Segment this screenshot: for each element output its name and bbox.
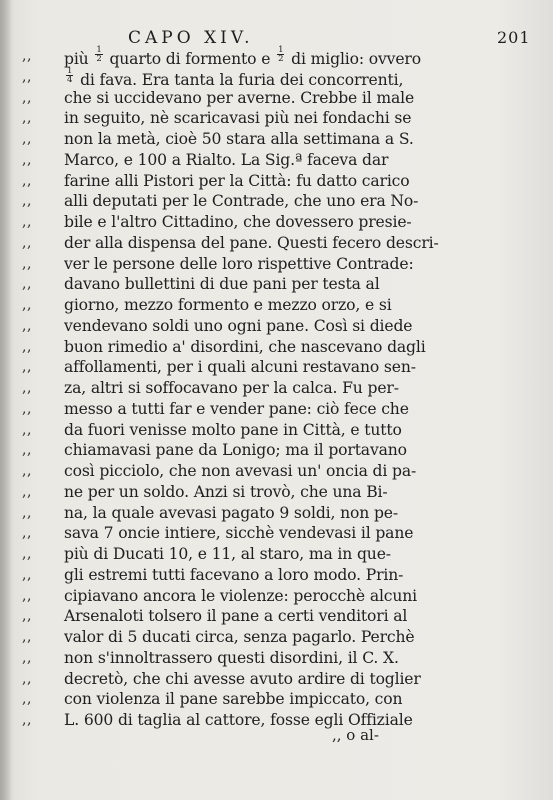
line-segment: der alla dispensa del pane. Questi fecero descri- [64, 233, 439, 252]
line-segment: alli deputati per le Contrade, che uno era No- [64, 192, 419, 211]
quotation-mark: ,, [22, 504, 32, 521]
quotation-mark: ,, [22, 400, 32, 417]
body-text [0, 46, 553, 731]
line-segment: ver le persone delle loro rispettive Contrade: [64, 254, 414, 273]
text-line [0, 648, 553, 669]
line-text [64, 399, 409, 420]
text-line [0, 523, 553, 544]
fraction [66, 67, 73, 84]
quotation-mark: ,, [22, 317, 32, 334]
fraction [95, 46, 102, 63]
fraction [277, 46, 284, 63]
line-segment: decretò, che chi avesse avuto ardire di toglier [64, 669, 421, 688]
text-line [0, 586, 553, 607]
line-text [64, 586, 417, 607]
line-text [64, 88, 414, 109]
text-line [0, 191, 553, 212]
line-text [64, 316, 412, 337]
line-segment: che si uccidevano per averne. Crebbe il male [64, 88, 415, 107]
quotation-mark: ,, [22, 566, 32, 583]
line-segment: così picciolo, che non avevasi un' oncia di pa- [64, 462, 417, 480]
line-text [64, 503, 398, 524]
line-text [64, 254, 414, 275]
line-text [64, 627, 414, 648]
line-text [64, 606, 407, 627]
quotation-mark: ,, [22, 89, 32, 106]
line-text [64, 420, 402, 441]
quotation-mark: ,, [22, 255, 32, 272]
fraction-denominator: 4 [67, 74, 73, 85]
text-line [0, 440, 553, 461]
text-line [0, 606, 553, 627]
line-segment: giorno, mezzo formento e mezzo orzo, e si [64, 296, 392, 314]
line-segment: ne per un soldo. Anzi si trovò, che una Bi- [64, 482, 388, 501]
text-line [0, 461, 553, 482]
line-text [64, 212, 412, 233]
line-segment: affollamenti, per i quali alcuni restavano sen- [64, 358, 416, 377]
line-segment: sava 7 oncie intiere, sicchè vendevasi il pane [64, 524, 414, 543]
quotation-mark: ,, [22, 359, 32, 376]
fraction-numerator: 1 [67, 65, 73, 76]
quotation-mark: ,, [22, 649, 32, 666]
quotation-mark: ,, [22, 68, 32, 85]
quotation-mark: ,, [22, 670, 32, 687]
line-segment: za, altri si soffocavano per la calca. Fu per- [64, 379, 399, 397]
quotation-mark: ,, [22, 297, 32, 313]
line-segment: da fuori venisse molto pane in Città, e tutto [64, 420, 402, 439]
text-line [0, 565, 553, 586]
line-text [64, 191, 418, 212]
line-segment: quarto di formento e [104, 50, 276, 68]
text-line [0, 67, 553, 88]
quotation-mark: ,, [22, 691, 32, 708]
text-line [0, 129, 553, 150]
line-segment: non s'innoltrassero questi disordini, il C. X. [64, 648, 399, 667]
line-segment: vendevano soldi uno ogni pane. Così si diede [64, 316, 413, 335]
fraction-denominator: 2 [278, 54, 284, 64]
line-segment: più di Ducati 10, e 11, al staro, ma in que- [64, 545, 391, 563]
line-segment: con violenza il pane sarebbe impiccato, con [64, 690, 403, 709]
line-segment: L. 600 di taglia al cattore, fosse egli Offiziale [64, 711, 413, 729]
text-line [0, 399, 553, 420]
text-line [0, 316, 553, 337]
line-text [64, 171, 409, 192]
quotation-mark: ,, [22, 629, 32, 645]
text-line [0, 212, 553, 233]
line-text [64, 150, 388, 171]
quotation-mark: ,, [22, 48, 32, 64]
text-line [0, 378, 553, 399]
quotation-mark: ,, [22, 110, 32, 127]
line-segment: buon rimedio a' disordini, che nascevano dagli [64, 337, 426, 356]
text-line [0, 274, 553, 295]
line-text [64, 544, 391, 565]
quotation-mark: ,, [22, 338, 32, 355]
quotation-mark: ,, [22, 463, 32, 479]
text-line [0, 482, 553, 503]
text-line [0, 544, 553, 565]
line-segment: valor di 5 ducati circa, senza pagarlo. Perchè [64, 628, 415, 646]
text-line [0, 669, 553, 690]
quotation-mark: ,, [22, 276, 32, 293]
line-text [64, 129, 414, 150]
line-segment: chiamavasi pane da Lonigo; ma il portavano [64, 441, 407, 460]
line-text [64, 461, 416, 482]
quotation-mark: ,, [22, 234, 32, 251]
line-text [64, 440, 407, 461]
line-text [64, 274, 380, 295]
text-line [0, 420, 553, 441]
quotation-mark: ,, [22, 380, 32, 396]
line-segment: Marco, e 100 a Rialto. La Sig.ª faceva dar [64, 150, 389, 169]
line-text [64, 378, 399, 399]
running-head: CAPO XIV. [128, 28, 254, 48]
text-line [0, 108, 553, 129]
fraction-numerator: 1 [278, 45, 284, 55]
line-segment: Arsenaloti tolsero il pane a certi venditori al [64, 607, 408, 626]
line-text [64, 648, 399, 669]
quotation-mark: ,, [22, 483, 32, 500]
line-text [64, 523, 413, 544]
line-text [64, 357, 416, 378]
line-text [64, 337, 426, 358]
line-segment: di miglio: ovvero [286, 50, 421, 68]
text-line [0, 233, 553, 254]
text-line [0, 627, 553, 648]
quotation-mark: ,, [22, 712, 32, 728]
fraction-denominator: 2 [96, 54, 102, 64]
line-text [64, 233, 439, 254]
page-number: 201 [497, 28, 531, 47]
line-text [64, 108, 411, 129]
quotation-mark: ,, [22, 193, 32, 210]
text-line [0, 357, 553, 378]
line-text [64, 689, 402, 710]
quotation-mark: ,, [22, 442, 32, 459]
line-segment: più [64, 50, 94, 68]
line-segment: non la metà, cioè 50 stara alla settimana a S. [64, 130, 414, 148]
text-line [0, 689, 553, 710]
line-text [64, 565, 403, 586]
text-line [0, 710, 553, 731]
quotation-mark: ,, [22, 525, 32, 542]
text-line [0, 171, 553, 192]
quotation-mark: ,, [22, 151, 32, 168]
quotation-mark: ,, [22, 131, 32, 147]
line-text [64, 669, 421, 690]
line-text [64, 295, 392, 316]
quotation-mark: ,, [22, 172, 32, 189]
text-line [0, 503, 553, 524]
fraction-numerator: 1 [96, 45, 102, 55]
line-segment: messo a tutti far e vender pane: ciò fece che [64, 399, 409, 418]
text-line [0, 150, 553, 171]
text-line [0, 88, 553, 109]
line-segment: na, la quale avevasi pagato 9 soldi, non pe- [64, 503, 398, 522]
quotation-mark: ,, [22, 421, 32, 438]
text-line [0, 295, 553, 316]
line-segment: di fava. Era tanta la furia dei concorrenti, [75, 70, 404, 89]
line-segment: in seguito, nè scaricavasi più nei fondachi se [64, 109, 412, 128]
quotation-mark: ,, [22, 587, 32, 604]
text-line [0, 46, 553, 67]
quotation-mark: ,, [22, 214, 32, 230]
quotation-mark: ,, [22, 546, 32, 562]
line-text [64, 482, 387, 503]
line-segment: bile e l'altro Cittadino, che dovessero presie- [64, 213, 412, 231]
catchword: ,, o al- [332, 726, 379, 744]
text-line [0, 254, 553, 275]
line-segment: farine alli Pistori per la Città: fu datto carico [64, 171, 410, 190]
line-segment: cipiavano ancora le violenze: perocchè alcuni [64, 586, 418, 605]
line-segment: gli estremi tutti facevano a loro modo. Prin- [64, 565, 404, 584]
quotation-mark: ,, [22, 608, 32, 625]
line-segment: davano bullettini di due pani per testa al [64, 275, 380, 294]
text-line [0, 337, 553, 358]
